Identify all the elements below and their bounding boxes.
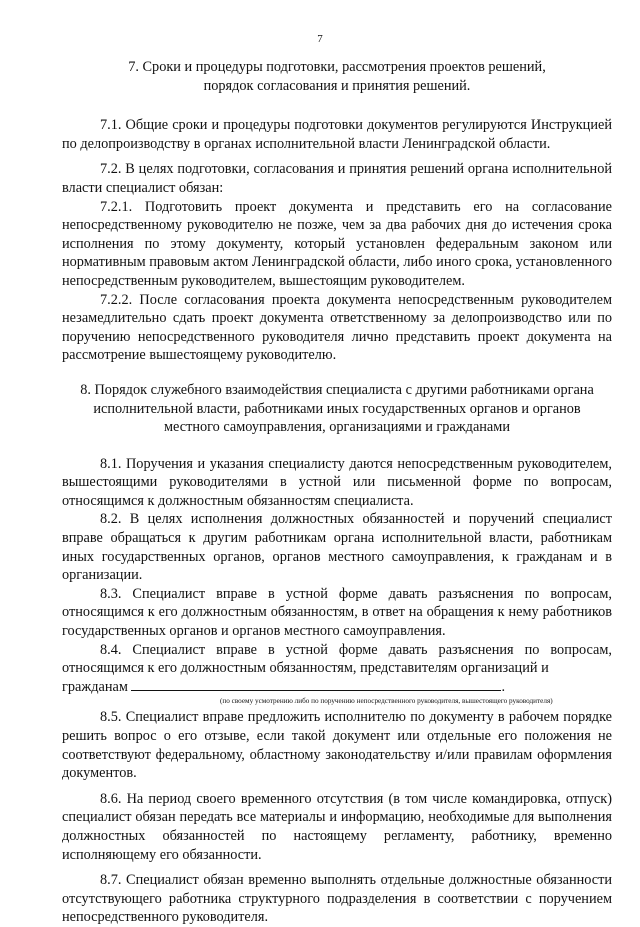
paragraph-7-2-2: 7.2.2. После согласования проекта документа непосредственным руководителем незамедлительно сдать проект документа ответственному за делопроизводство или по поручению непосредственного руководителя лично представить проект документа на рассмотрение вышестоящему руководителю.	[62, 291, 612, 364]
blank-caption-note: (по своему усмотрению либо по поручению непосредственного руководителя, вышестоящего руководителя)	[220, 697, 553, 706]
paragraph-8-4: 8.4. Специалист вправе в устной форме давать разъяснения по вопросам, относящимся к его должностным обязанностям, представителям организаций и	[62, 641, 612, 677]
paragraph-8-3: 8.3. Специалист вправе в устной форме давать разъяснения по вопросам, относящимся к его должностным обязанностям, в ответ на обращения к нему работников государственных органов и органов местного самоуправления.	[62, 585, 612, 640]
paragraph-8-6: 8.6. На период своего временного отсутствия (в том числе командировка, отпуск) специалист обязан передать все материалы и информацию, необходимые для выполнения должностных обязанностей по настоящему регламенту, работнику, временно исполняющему его обязанности.	[62, 790, 612, 863]
paragraph-8-2: 8.2. В целях исполнения должностных обязанностей и поручений специалист вправе обращаться к другим работникам органа исполнительной власти, работникам иных государственных органов, органов местного самоуправления, к гражданам и в организации.	[62, 511, 612, 584]
section-7-title-line-1: 7. Сроки и процедуры подготовки, рассмотрения проектов решений,	[128, 59, 546, 75]
paragraph-7-2-1: 7.2.1. Подготовить проект документа и представить его на согласование непосредственному руководителю не позже, чем за два рабочих дня до истечения срока исполнения по этому документу, который установлен федеральным законом или нормативным правовым актом Ленинградской области, либо иного срока, установленного непосредственным руководителем, вышестоящим руководителем.	[62, 198, 612, 289]
section-7-title-line-2: порядок согласования и принятия решений.	[203, 77, 471, 94]
section-8-title-line-3: местного самоуправления, организациями и гражданами	[164, 419, 510, 436]
paragraph-7-1: 7.1. Общие сроки и процедуры подготовки документов регулируются Инструкцией по делопроизводству в органах исполнительной власти Ленинградской области.	[62, 117, 612, 152]
paragraph-8-4-end: .	[501, 678, 506, 695]
paragraph-8-1: 8.1. Поручения и указания специалисту даются непосредственным руководителем, вышестоящими руководителями в устной или письменной форме по вопросам, относящимся к должностным обязанностям специалиста.	[62, 455, 612, 509]
paragraph-8-5: 8.5. Специалист вправе предложить исполнителю по документу в рабочем порядке решить вопрос о его отзыве, если такой документ или отдельные его положения не соответствуют федеральному, областному законодательству и/или правилам оформления документов.	[62, 709, 612, 782]
paragraph-8-7: 8.7. Специалист обязан временно выполнять отдельные должностные обязанности отсутствующего работника структурного подразделения в соответствии с поручением непосредственного руководителя.	[62, 872, 612, 926]
paragraph-8-4-tail-line	[62, 678, 612, 697]
fill-in-blank-line	[131, 678, 501, 691]
paragraph-7-2: 7.2. В целях подготовки, согласования и принятия решений органа исполнительной власти специалист обязан:	[62, 161, 612, 196]
paragraph-8-4-tail: гражданам	[62, 678, 128, 695]
section-8-title-line-2: исполнительной власти, работниками иных государственных органов и органов	[93, 400, 581, 417]
section-8-heading	[62, 381, 612, 437]
section-8-title-line-1: 8. Порядок служебного взаимодействия специалиста с другими работниками органа	[80, 381, 594, 398]
section-7-heading	[62, 58, 612, 95]
page-number: 7	[317, 33, 323, 45]
document-body	[62, 58, 612, 927]
